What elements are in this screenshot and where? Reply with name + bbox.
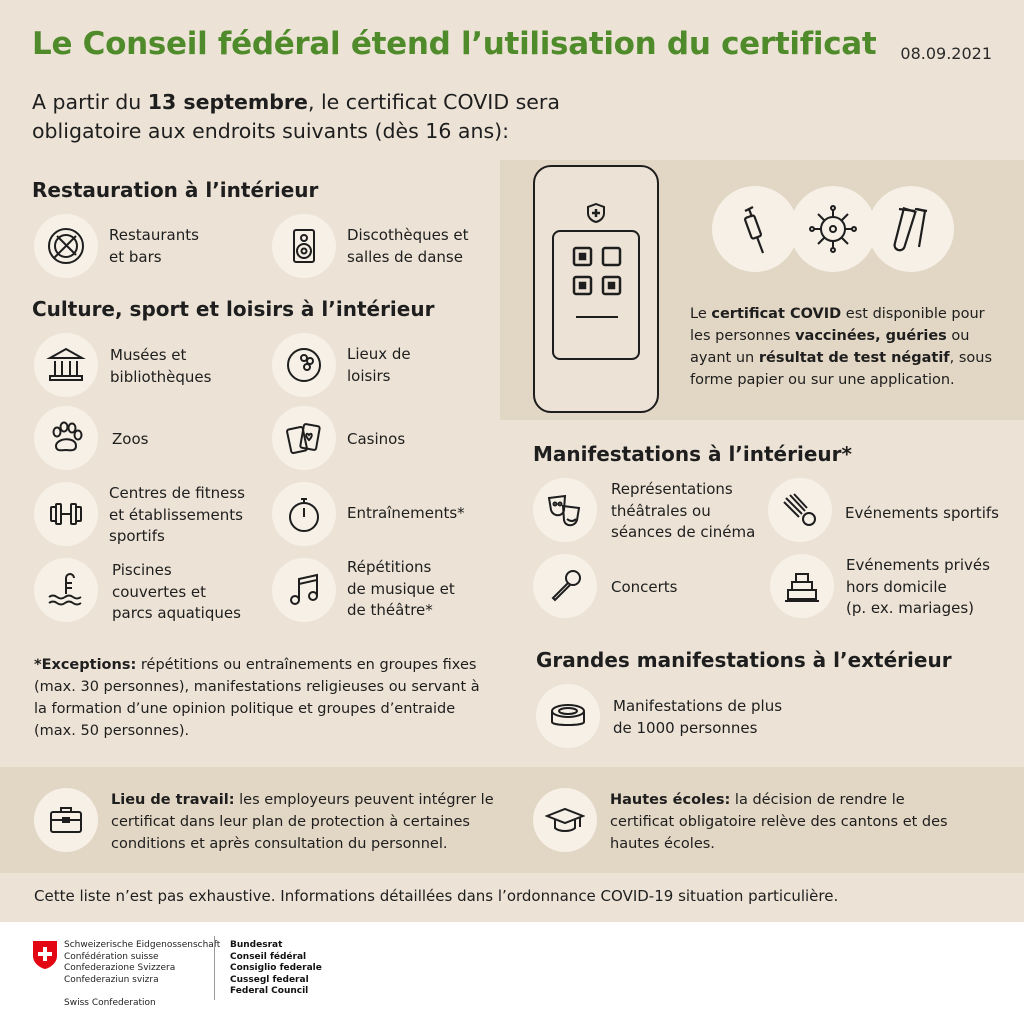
evenements-sportifs-label: Evénements sportifs [845,504,999,522]
stadium-icon [548,696,588,736]
restaurant-icon-circle [34,214,98,278]
music-icon-circle [272,558,336,622]
wedding-cake-icon [782,566,822,606]
swimming-pool-icon [46,570,86,610]
swiss-confederation-label: Swiss Confederation [64,998,156,1008]
stopwatch-icon-circle [272,482,336,546]
shuttlecock-icon [780,490,820,530]
disclaimer-note: Cette liste n’est pas exhaustive. Informations détaillées dans l’ordonnance COVID-19 situation particulière. [34,887,839,905]
museum-icon [46,345,86,385]
intro-text: A partir du 13 septembre, le certificat COVID sera obligatoire aux endroits suivants (dès 16 ans): [32,90,560,143]
test-tube-icon-circle [868,186,954,272]
virus-icon-circle [790,186,876,272]
casinos-label: Casinos [347,430,406,448]
bowling-icon-circle [272,333,336,397]
restauration-heading: Restauration à l’intérieur [32,178,319,202]
syringe-icon [727,201,783,257]
restaurant-icon [46,226,86,266]
pool-icon-circle [34,558,98,622]
cards-icon-circle [272,406,336,470]
test-tube-icon [883,201,939,257]
culture-heading: Culture, sport et loisirs à l’intérieur [32,297,435,321]
syringe-icon-circle [712,186,798,272]
footer-divider [214,936,215,1000]
masks-icon-circle [533,478,597,542]
virus-icon [805,201,861,257]
speaker-icon [284,226,324,266]
graduation-cap-icon [545,800,585,840]
fitness-label: Centres de fitness et établissements sportifs [109,484,245,545]
paw-icon [46,418,86,458]
repetitions-label: Répétitions de musique et de théâtre* [347,558,455,619]
representations-label: Représentations théâtrales ou séances de cinéma [611,480,756,541]
bowling-ball-icon [284,345,324,385]
microphone-icon [545,566,585,606]
museum-icon-circle [34,333,98,397]
microphone-icon-circle [533,554,597,618]
publication-date: 08.09.2021 [900,44,992,63]
musees-label: Musées et bibliothèques [110,346,212,386]
evenements-prives-label: Evénements privés hors domicile (p. ex. mariages) [846,556,990,617]
entrainements-label: Entraînements* [347,504,465,522]
exceptions-note: *Exceptions: répétitions ou entraînements en groupes fixes (max. 30 personnes), manifestations religieuses ou servant à la formation d’une opinion politique et groupes d’entraide (max. 50 personnes). [34,657,480,739]
shuttlecock-icon-circle [768,478,832,542]
graduation-cap-icon-circle [533,788,597,852]
theater-masks-icon [545,490,585,530]
briefcase-icon [46,800,86,840]
piscines-label: Piscines couvertes et parcs aquatiques [112,561,241,622]
workplace-text: Lieu de travail: les employeurs peuvent intégrer le certificat dans leur plan de protection à certaines conditions et après consultation du personnel. [111,792,494,852]
dumbbell-icon [46,494,86,534]
page-title: Le Conseil fédéral étend l’utilisation du certificat [32,26,877,62]
stopwatch-icon [284,494,324,534]
paw-icon-circle [34,406,98,470]
discotheques-label: Discothèques et salles de danse [347,226,469,266]
music-note-icon [284,570,324,610]
swiss-flag-shield-icon [32,940,58,970]
grandes-heading: Grandes manifestations à l’extérieur [536,648,952,672]
shield-icon [587,203,605,223]
concerts-label: Concerts [611,578,678,596]
briefcase-icon-circle [34,788,98,852]
confederation-names: Schweizerische Eidgenossenschaft Confédération suisse Confederazione Svizzera Confederaziun svizra [64,940,221,985]
playing-cards-icon [284,418,324,458]
certificate-description: Le certificat COVID est disponible pour les personnes vaccinées, guéries ou ayant un résultat de test négatif, sous forme papier ou sur une application. [690,306,992,388]
cake-icon-circle [770,554,834,618]
hautes-ecoles-text: Hautes écoles: la décision de rendre le certificat obligatoire relève des cantons et des hautes écoles. [610,792,948,852]
restaurants-label: Restaurants et bars [109,226,199,266]
dumbbell-icon-circle [34,482,98,546]
zoos-label: Zoos [112,430,149,448]
stadium-icon-circle [536,684,600,748]
federal-council-names: Bundesrat Conseil fédéral Consiglio federale Cussegl federal Federal Council [230,940,322,996]
lieux-de-loisirs-label: Lieux de loisirs [347,345,411,385]
qr-card [552,230,640,360]
qr-code-icon [572,246,622,296]
grandes-manifestations-label: Manifestations de plus de 1000 personnes [613,697,783,737]
speaker-icon-circle [272,214,336,278]
phone-illustration [533,165,659,413]
manifestations-heading: Manifestations à l’intérieur* [533,442,852,466]
